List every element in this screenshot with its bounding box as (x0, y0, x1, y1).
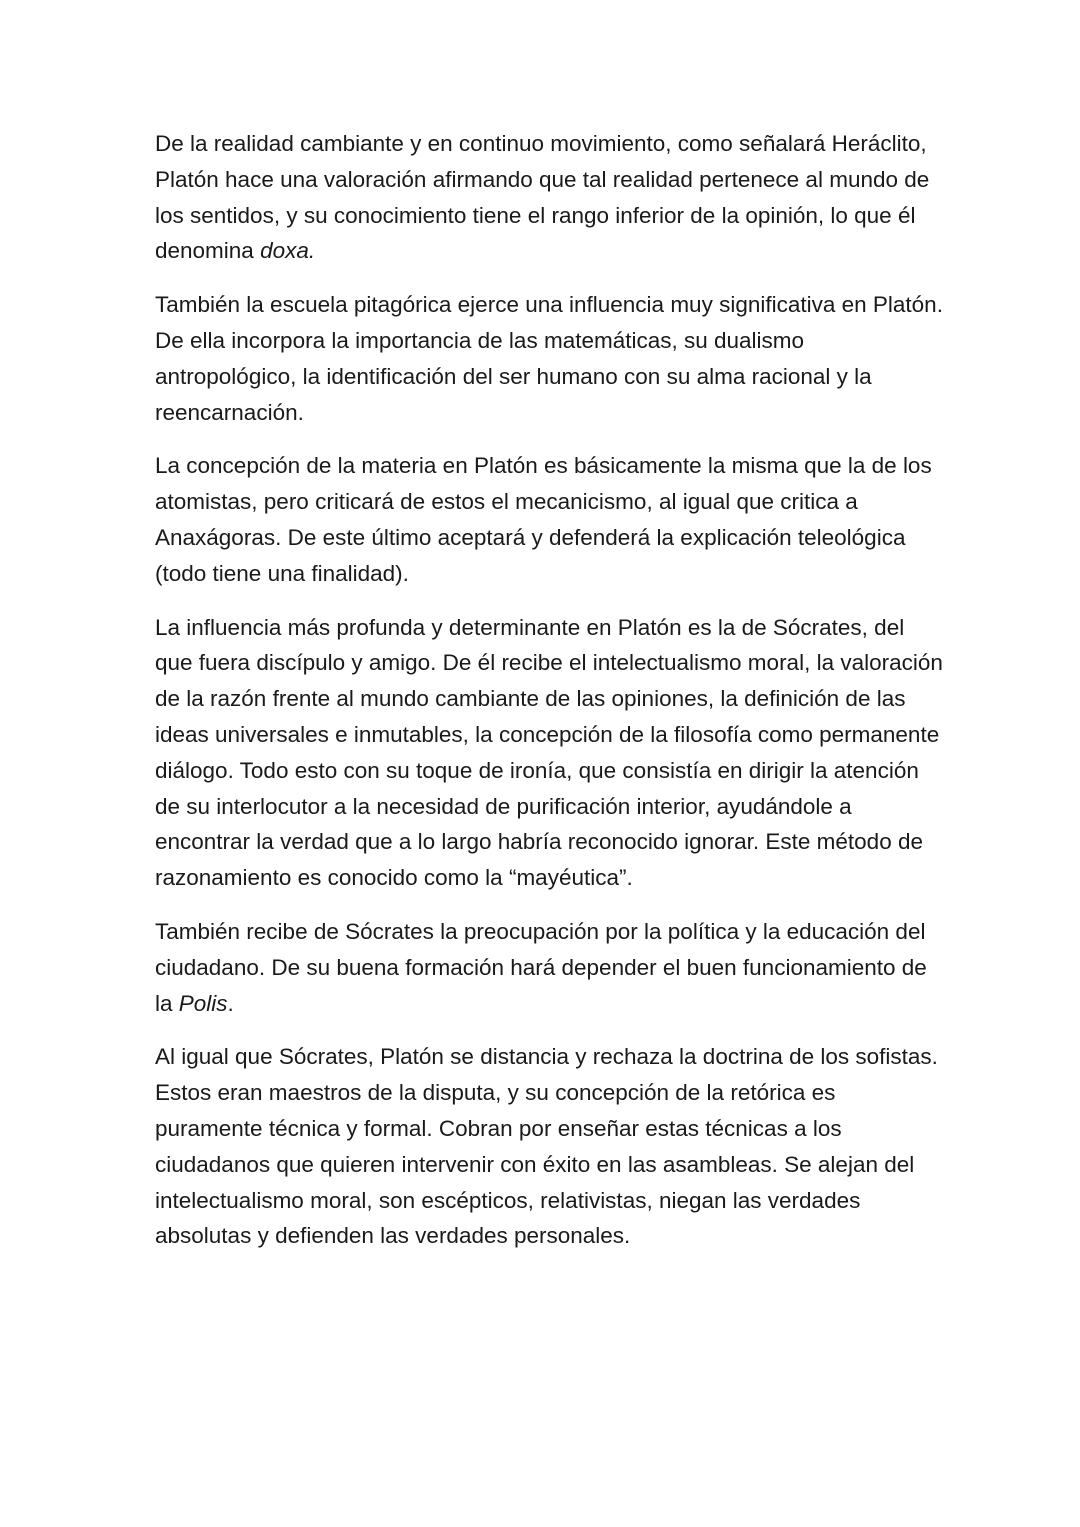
paragraph-text: También recibe de Sócrates la preocupación por la política y la educación del ciudadano. De su buena formación hará depender el buen funcionamiento de la (155, 918, 927, 1016)
paragraph-atomistas: La concepción de la materia en Platón es básicamente la misma que la de los atomistas, pero criticará de estos el mecanicismo, al igual que critica a Anaxágoras. De este último aceptará y defenderá la explicación teleológica (todo tiene una finalidad). (155, 453, 932, 586)
paragraph-socrates: La influencia más profunda y determinante en Platón es la de Sócrates, del que fuera discípulo y amigo. De él recibe el intelectualismo moral, la valoración de la razón frente al mundo cambiante de las opiniones, la definición de las ideas universales e inmutables, la concepción de la filosofía como permanente diálogo. Todo esto con su toque de ironía, que consistía en dirigir la atención de su interlocutor a la necesidad de purificación interior, ayudándole a encontrar la verdad que a lo largo habría reconocido ignorar. Este método de razonamiento es conocido como la “mayéutica”. (155, 614, 943, 891)
emphasis-doxa: doxa. (260, 238, 316, 264)
paragraph-sofistas: Al igual que Sócrates, Platón se distancia y rechaza la doctrina de los sofistas. Estos eran maestros de la disputa, y su concepción de la retórica es puramente técnica y formal. Cobran por enseñar estas técnicas a los ciudadanos que quieren intervenir con éxito en las asambleas. Se alejan del intelectualismo moral, son escépticos, relativistas, niegan las verdades absolutas y defienden las verdades personales. (155, 1044, 938, 1249)
paragraph-pitagoricos: También la escuela pitagórica ejerce una influencia muy significativa en Platón. De ella incorpora la importancia de las matemáticas, su dualismo antropológico, la identificación del ser humano con su alma racional y la reencarnación. (155, 292, 943, 425)
paragraph-text-end: . (227, 990, 234, 1016)
document-body (155, 126, 945, 1272)
paragraph-heraclito (155, 126, 945, 269)
paragraph-text: De la realidad cambiante y en continuo movimiento, como señalará Heráclito, Platón hace una valoración afirmando que tal realidad pertenece al mundo de los sentidos, y su conocimiento tiene el rango inferior de la opinión, lo que él denomina (155, 131, 930, 264)
paragraph-politica (155, 914, 945, 1021)
emphasis-polis: Polis (178, 990, 228, 1016)
